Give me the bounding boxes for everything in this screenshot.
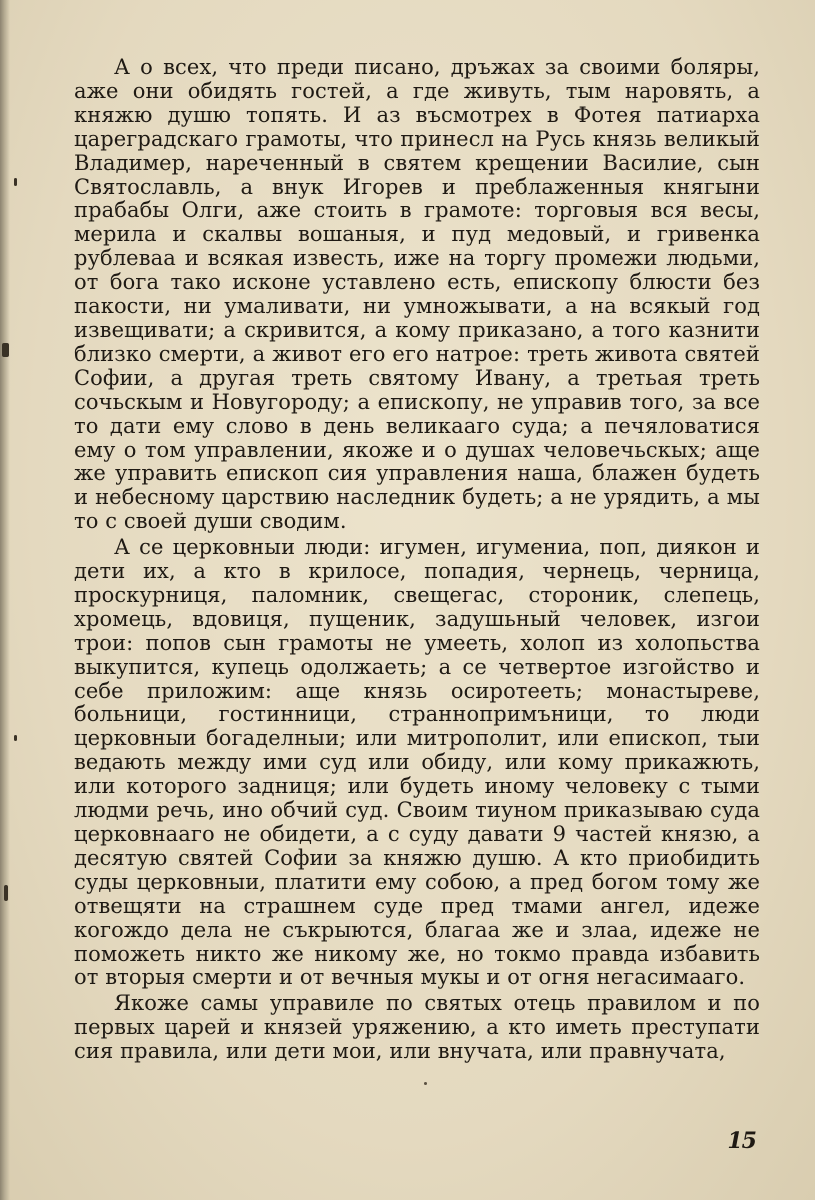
scan-artifact [4,885,8,901]
body-text [74,56,760,1064]
page-number: 15 [727,1128,756,1154]
scan-artifact [14,735,17,741]
ink-speck [424,1082,427,1085]
scan-artifact [14,178,17,186]
paragraph: А се церковныи люди: игумен, игумениа, поп, диякон и дети их, а кто в крилосе, попадия, чернець, черница, проскурниця, паломник, свещегас, стороник, слепець, хромець, вдовиця, пущеник, задушьный человек, изгои трои: попов сын грамоты не умееть, холоп из холопьства выкупится, купець одолжаеть; а се четвертое изгойство и себе приложим: аще князь осиротееть; монастыреве, больници, гостинници, страннопримъници, то люди церковныи богаделныи; или митрополит, или епископ, тыи ведають между ими суд или обиду, или кому прикажють, или которого задниця; или будеть иному человеку с тыми людми речь, ино обчий суд. Своим тиуном приказываю суда церковнааго не обидети, а с суду давати 9 частей князю, а десятую святей Софии за княжю душю. А кто приобидить суды церковныи, платити ему собою, а пред богом тому же отвещяти на страшнем суде пред тмами ангел, идеже когождо дела не съкрыются, благаа же и злаа, идеже не поможеть никто же никому же, но токмо правда избавить от вторыя смерти и от вечныя мукы и от огня негасимааго. [74,535,760,990]
scan-artifact [2,343,9,357]
paragraph: А о всех, что преди писано, дръжах за своими боляры, аже они обидять гостей, а где живуть, тым наровять, а княжю душю топять. И аз въсмотрех в Фотея патиарха цареградскаго грамоты, что принесл на Русь князь великый Владимер, нареченный в святем крещении Василие, сын Святославль, а внук Игорев и преблаженныя княгыни прабабы Олги, аже стоить в грамоте: торговыя вся весы, мерила и скалвы вошаныя, и пуд медовый, и гривенка рублеваа и всякая известь, иже на торгу промежи людьми, от бога тако исконе уставлено есть, епископу блюсти без пакости, ни умаливати, ни умножывати, а на всякый год извещивати; а скривится, а кому приказано, а того казнити близко смерти, а живот его его натрое: треть живота святей Софии, а другая треть святому Ивану, а третьая треть сочьскым и Новугороду; а епископу, не управив того, за все то дати ему слово в день великааго суда; а печяловатися ему о том управлении, якоже и о душах человечьскых; аще же управить епископ сия управления наша, блажен будеть и небесному царствию наследник будеть; а не урядить, а мы то с своей души сводим. [74,55,760,534]
binding-edge [0,0,10,1200]
paragraph: Якоже самы управиле по святых отець правилом и по первых царей и князей уряжению, а кто иметь преступати сия правила, или дети мои, или внучата, или правнучата, [74,991,760,1064]
